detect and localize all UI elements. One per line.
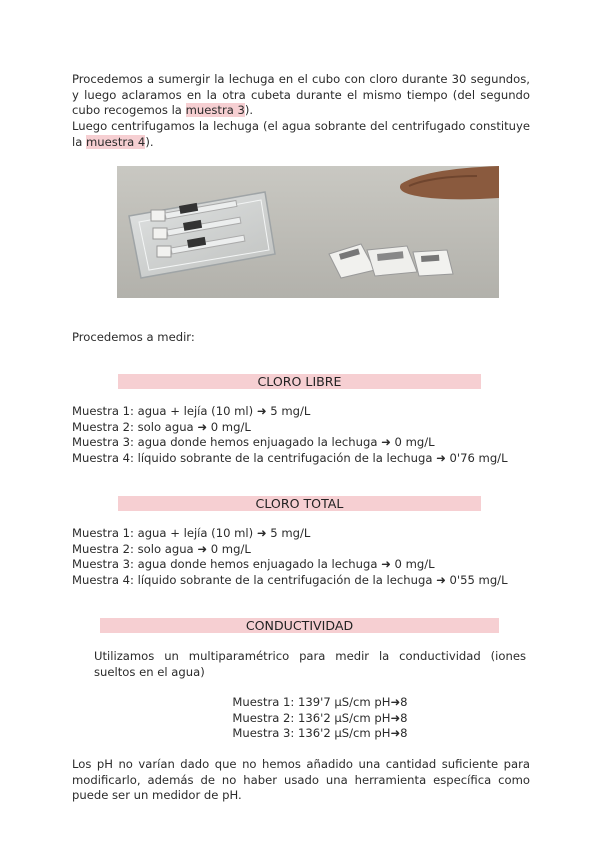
conductividad-muestra-1: Muestra 1: 139'7 µS/cm pH➜8	[232, 695, 408, 709]
intro-paragraph-1	[72, 72, 530, 119]
conductividad-heading: CONDUCTIVIDAD	[100, 618, 499, 633]
intro-p1-text: Procedemos a sumergir la lechuga en el cubo con cloro durante 30 segundos, y luego aclaramos en la otra cubeta durante el mismo tiempo (del segundo cubo recogemos la	[72, 72, 530, 117]
conductividad-muestra-2: Muestra 2: 136'2 µS/cm pH➜8	[232, 710, 408, 725]
cloro-libre-results	[72, 404, 572, 466]
cloro-libre-muestra-3: Muestra 3: agua donde hemos enjuagado la lechuga ➜ 0 mg/L	[72, 435, 435, 449]
conductividad-results	[150, 695, 490, 742]
intro-p1-end: ).	[244, 103, 254, 117]
cloro-libre-muestra-2: Muestra 2: solo agua ➜ 0 mg/L	[72, 419, 251, 434]
cloro-libre-muestra-1: Muestra 1: agua + lejía (10 ml) ➜ 5 mg/L	[72, 404, 311, 418]
cloro-total-muestra-1: Muestra 1: agua + lejía (10 ml) ➜ 5 mg/L	[72, 526, 311, 540]
muestra-4-highlight: muestra 4	[86, 134, 146, 149]
conductividad-muestra-3: Muestra 3: 136'2 µS/cm pH➜8	[232, 726, 408, 740]
cloro-total-muestra-3: Muestra 3: agua donde hemos enjuagado la lechuga ➜ 0 mg/L	[72, 557, 435, 571]
conclusion-paragraph: Los pH no varían dado que no hemos añadido una cantidad suficiente para modificarlo, además de no haber usado una herramienta específica como puede ser un medidor de pH.	[72, 757, 530, 802]
cloro-total-heading: CLORO TOTAL	[118, 496, 481, 511]
measure-intro: Procedemos a medir:	[72, 330, 195, 344]
cloro-total-muestra-2: Muestra 2: solo agua ➜ 0 mg/L	[72, 541, 251, 556]
cloro-libre-muestra-4: Muestra 4: líquido sobrante de la centrifugación de la lechuga ➜ 0'76 mg/L	[72, 450, 508, 465]
conductividad-description: Utilizamos un multiparamétrico para medir la conductividad (iones sueltos en el agua)	[94, 649, 526, 679]
intro-p2-text: Luego centrifugamos la lechuga (el agua sobrante del centrifugado constituye la	[72, 119, 530, 149]
test-tubes-photo	[117, 166, 499, 298]
cloro-total-muestra-4: Muestra 4: líquido sobrante de la centrifugación de la lechuga ➜ 0'55 mg/L	[72, 572, 508, 587]
cloro-libre-heading: CLORO LIBRE	[118, 374, 481, 389]
cloro-total-results	[72, 526, 572, 588]
intro-p2-end: ).	[145, 134, 154, 149]
intro-paragraph-2	[72, 119, 530, 150]
muestra-3-highlight: muestra 3	[185, 103, 245, 117]
